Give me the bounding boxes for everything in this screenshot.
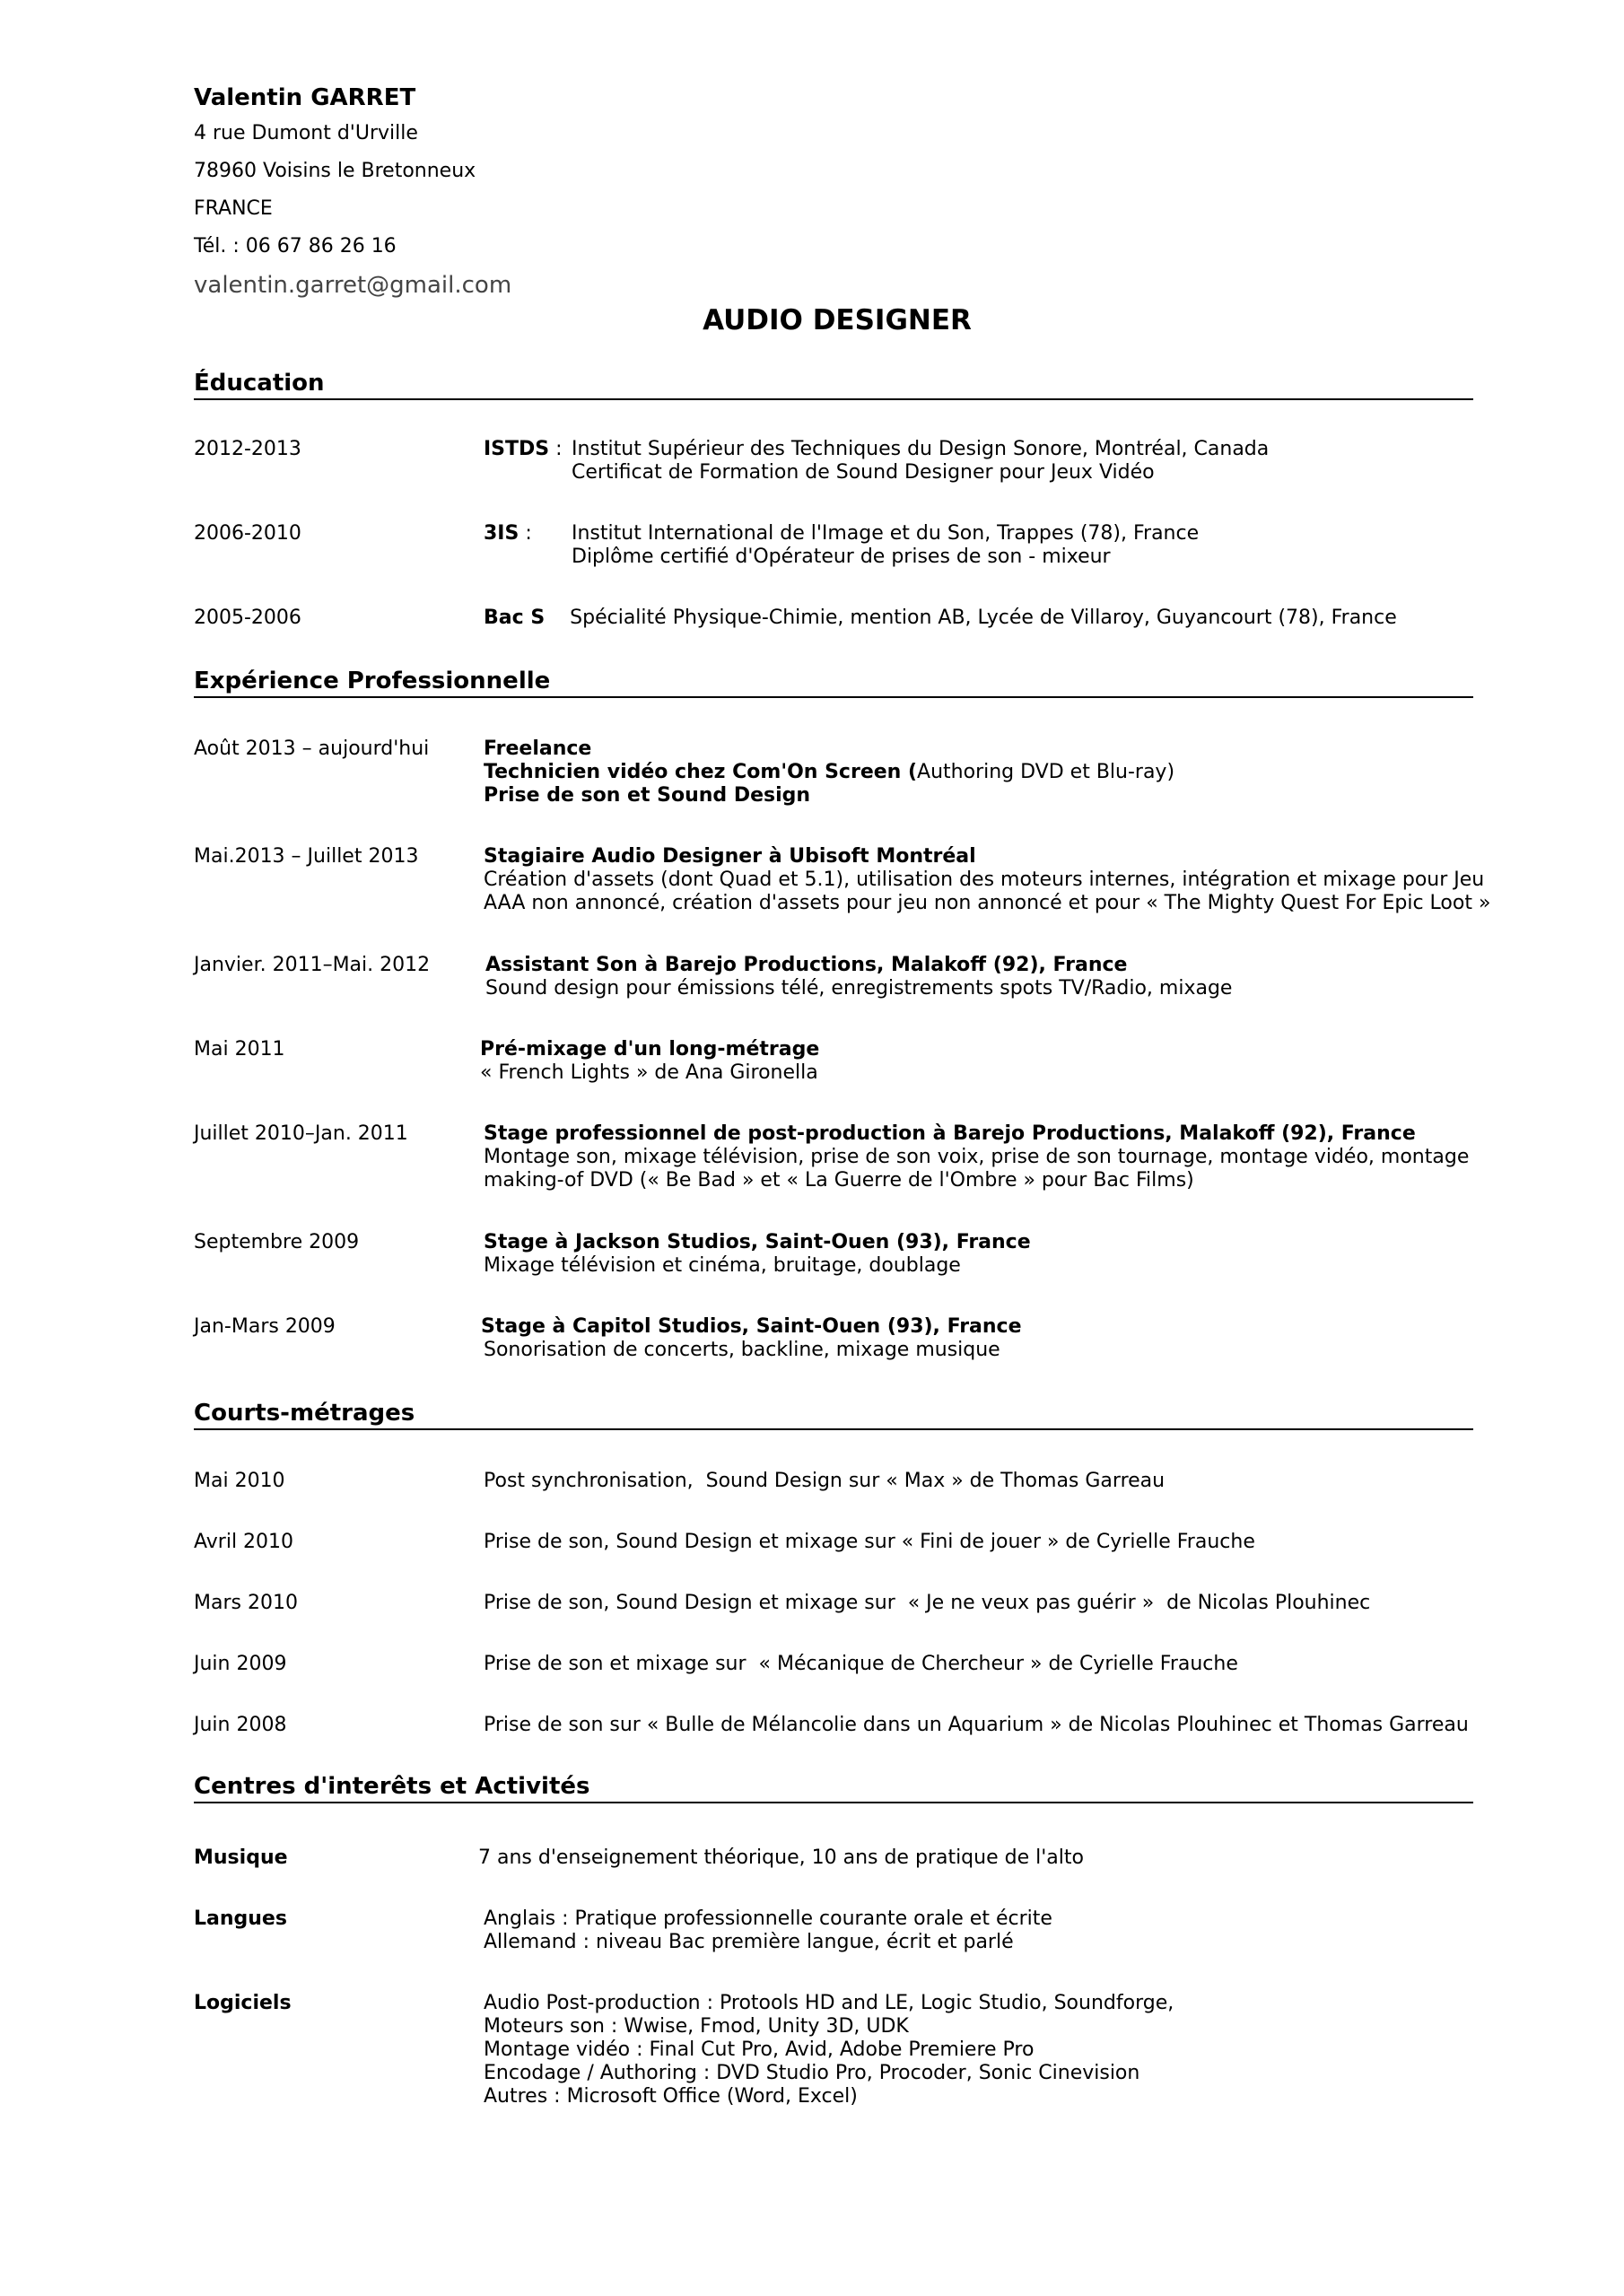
interest-description: Anglais : Pratique professionnelle courante orale et écrite Allemand : niveau Bac première langue, écrit et parlé [484, 1908, 1052, 1953]
entry-date: 2006-2010 [194, 522, 301, 545]
experience-description: Stagiaire Audio Designer à Ubisoft Montréal Création d'assets (dont Quad et 5.1), utilisation des moteurs internes, intégration et mixage pour Jeu AAA non annoncé, création d'assets pour jeu non annoncé et pour « The Mighty Quest For Epic Loot » [484, 845, 1491, 914]
entry-date: Jan-Mars 2009 [194, 1315, 336, 1338]
entry-date: Juillet 2010–Jan. 2011 [194, 1122, 408, 1145]
short-film-description: Prise de son et mixage sur « Mécanique de Chercheur » de Cyrielle Frauche [484, 1653, 1238, 1675]
address-city: 78960 Voisins le Bretonneux [194, 160, 476, 182]
entry-date: Septembre 2009 [194, 1231, 360, 1253]
entry-date: Mai 2010 [194, 1470, 285, 1492]
entry-date: Juin 2009 [194, 1653, 287, 1675]
short-film-description: Prise de son, Sound Design et mixage sur « Je ne veux pas guérir » de Nicolas Plouhinec [484, 1592, 1371, 1614]
short-film-description: Post synchronisation, Sound Design sur « Max » de Thomas Garreau [484, 1470, 1166, 1492]
email-link[interactable]: valentin.garret@gmail.com [194, 272, 512, 299]
experience-description: Stage à Capitol Studios, Saint-Ouen (93), France Sonorisation de concerts, backline, mixage musique [481, 1315, 1022, 1361]
interest-label: Langues [194, 1908, 287, 1930]
section-heading-education: Éducation [194, 370, 1473, 400]
entry-date: Mai.2013 – Juillet 2013 [194, 845, 419, 868]
entry-date: Août 2013 – aujourd'hui [194, 738, 430, 760]
experience-description: Assistant Son à Barejo Productions, Malakoff (92), France Sound design pour émissions télé, enregistrements spots TV/Radio, mixage [485, 954, 1233, 1000]
short-film-description: Prise de son, Sound Design et mixage sur « Fini de jouer » de Cyrielle Frauche [484, 1531, 1255, 1553]
interest-label: Musique [194, 1846, 288, 1869]
section-heading-shorts: Courts-métrages [194, 1400, 1473, 1430]
interest-description: 7 ans d'enseignement théorique, 10 ans de pratique de l'alto [478, 1846, 1084, 1869]
job-title: AUDIO DESIGNER [703, 304, 972, 336]
short-film-description: Prise de son sur « Bulle de Mélancolie dans un Aquarium » de Nicolas Plouhinec et Thomas Garreau [484, 1714, 1469, 1736]
interest-description: Audio Post-production : Protools HD and LE, Logic Studio, Soundforge, Moteurs son : Wwise, Fmod, Unity 3D, UDK Montage vidéo : Final Cut Pro, Avid, Adobe Premiere Pro Encodage / Authoring : DVD Studio Pro, Procoder, Sonic Cinevision Autres : Microsoft Office (Word, Excel) [484, 1992, 1174, 2108]
address-street: 4 rue Dumont d'Urville [194, 122, 418, 144]
entry-date: 2012-2013 [194, 438, 301, 460]
entry-date: 2005-2006 [194, 607, 301, 629]
entry-date: Janvier. 2011–Mai. 2012 [194, 954, 431, 976]
address-country: FRANCE [194, 197, 273, 220]
entry-date: Avril 2010 [194, 1531, 294, 1553]
entry-date: Mai 2011 [194, 1038, 285, 1061]
education-description: Institut Supérieur des Techniques du Design Sonore, Montréal, Canada Certificat de Formation de Sound Designer pour Jeux Vidéo [572, 438, 1270, 484]
phone-number: Tél. : 06 67 86 26 16 [194, 235, 397, 258]
experience-description: Freelance Technicien vidéo chez Com'On Screen (Authoring DVD et Blu-ray) Prise de son et Sound Design [484, 738, 1175, 807]
education-description: Bac S Spécialité Physique-Chimie, mention AB, Lycée de Villaroy, Guyancourt (78), France [484, 607, 1397, 629]
education-description: Institut International de l'Image et du Son, Trappes (78), France Diplôme certifié d'Opérateur de prises de son - mixeur [572, 522, 1200, 568]
experience-description: Stage professionnel de post-production à Barejo Productions, Malakoff (92), France Montage son, mixage télévision, prise de son voix, prise de son tournage, montage vidéo, montage making-of DVD (« Be Bad » et « La Guerre de l'Ombre » pour Bac Films) [484, 1122, 1470, 1192]
education-code: 3IS : [484, 522, 532, 545]
experience-description: Pré-mixage d'un long-métrage « French Lights » de Ana Gironella [480, 1038, 820, 1084]
experience-description: Stage à Jackson Studios, Saint-Ouen (93), France Mixage télévision et cinéma, bruitage, doublage [484, 1231, 1031, 1277]
entry-date: Mars 2010 [194, 1592, 298, 1614]
entry-date: Juin 2008 [194, 1714, 287, 1736]
education-code: ISTDS : [484, 438, 563, 460]
section-heading-experience: Expérience Professionnelle [194, 668, 1473, 698]
section-heading-interests: Centres d'interêts et Activités [194, 1773, 1473, 1803]
interest-label: Logiciels [194, 1992, 292, 2014]
candidate-name: Valentin GARRET [194, 84, 416, 111]
